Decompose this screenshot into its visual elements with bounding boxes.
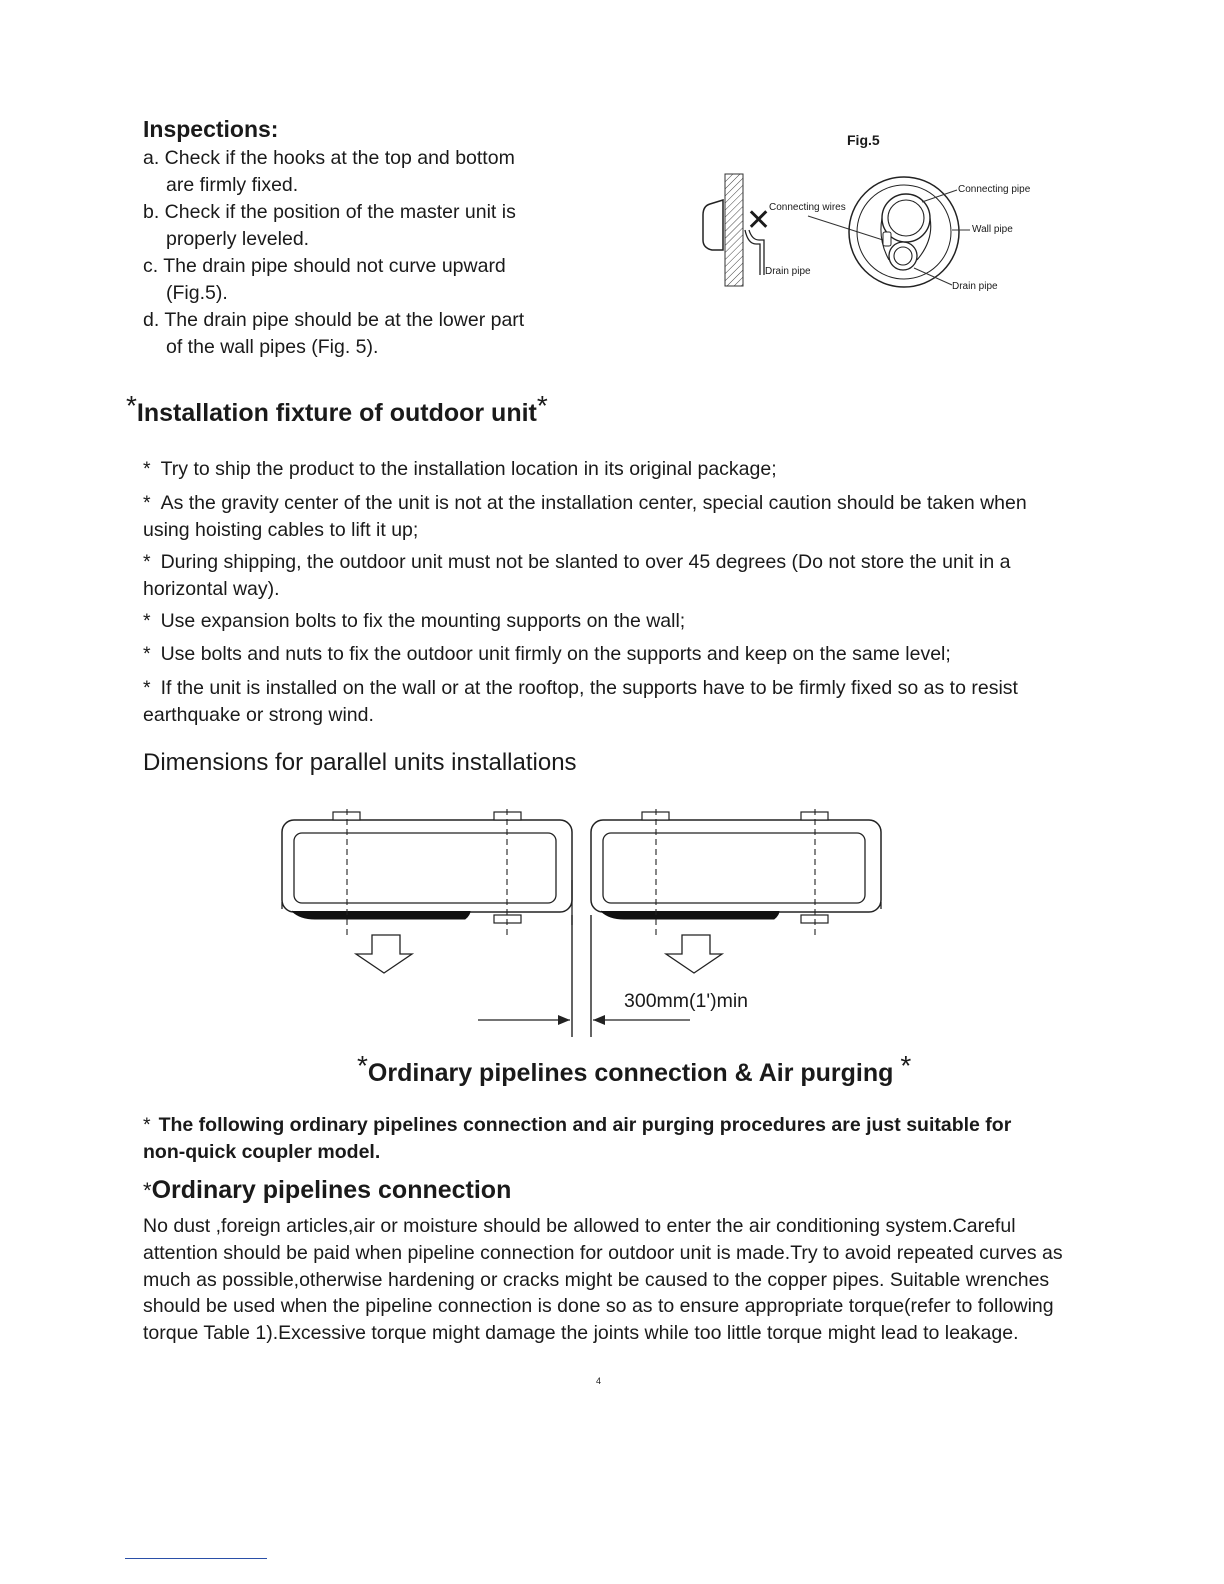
outdoor-bullet bbox=[143, 490, 1063, 543]
inspection-item-d bbox=[143, 307, 524, 361]
note-text: The following ordinary pipelines connection and air purging procedures are just suitable for non-quick coupler model. bbox=[143, 1114, 1012, 1163]
leader-connecting-wires bbox=[808, 216, 883, 240]
figure-5-title: Fig.5 bbox=[847, 132, 880, 148]
inspection-item-line: are firmly fixed. bbox=[166, 174, 299, 196]
inspection-item-b bbox=[143, 199, 516, 253]
pipelines-connection-paragraph: No dust ,foreign articles,air or moisture should be allowed to enter the air conditioning system.Careful attention should be paid when pipeline connection for outdoor unit is made.Try to avoid repeated curves as much as possible,otherwise hardening or cracks might be caused to the copper pipes. Suitable wrenches should be used when the pipeline connection is done so as to ensure appropriate torque(refer to following torque Table 1).Excessive torque might damage the joints while too little torque might lead to leakage. bbox=[143, 1215, 1063, 1345]
inspection-item-line: (Fig.5). bbox=[166, 282, 228, 304]
clearance-label: 300mm(1')min bbox=[624, 990, 748, 1012]
connecting-pipe-inner bbox=[888, 200, 924, 236]
bullet-text: Use expansion bolts to fix the mounting supports on the wall; bbox=[160, 610, 686, 632]
outdoor-unit-right bbox=[591, 809, 881, 973]
drain-pipe-outer bbox=[889, 242, 917, 270]
bullet-star: * bbox=[143, 677, 151, 699]
drain-pipe-inner bbox=[894, 247, 912, 265]
inspection-item-line: b. Check if the position of the master unit is bbox=[143, 201, 516, 223]
inspection-item-line: properly leveled. bbox=[166, 228, 310, 250]
inspections-heading: Inspections: bbox=[143, 116, 279, 142]
inspection-item-line: c. The drain pipe should not curve upward bbox=[143, 255, 506, 277]
bullet-star: * bbox=[143, 610, 151, 632]
bullet-star: * bbox=[143, 551, 151, 573]
inspection-item-line: d. The drain pipe should be at the lower part bbox=[143, 309, 525, 331]
bullet-text: During shipping, the outdoor unit must not be slanted to over 45 degrees (Do not store the unit in a horizontal way). bbox=[143, 551, 1011, 600]
title-star: * bbox=[126, 390, 137, 421]
pipelines-section-title bbox=[357, 1050, 912, 1088]
note-star: * bbox=[143, 1114, 151, 1136]
indoor-unit-outline bbox=[703, 200, 723, 250]
label-drain-pipe-right: Drain pipe bbox=[952, 281, 998, 292]
outdoor-bullet bbox=[143, 456, 1063, 483]
outdoor-bullet bbox=[143, 641, 1063, 668]
parallel-units-heading: Dimensions for parallel units installations bbox=[143, 749, 577, 776]
label-connecting-pipe: Connecting pipe bbox=[958, 184, 1031, 195]
bullet-star: * bbox=[143, 458, 151, 480]
cross-mark-icon: ✕ bbox=[746, 204, 772, 237]
inspection-item-line: of the wall pipes (Fig. 5). bbox=[166, 336, 379, 358]
outdoor-bullet bbox=[143, 608, 1063, 635]
outdoor-title-text: Installation fixture of outdoor unit bbox=[136, 399, 537, 427]
title-star: * bbox=[357, 1050, 368, 1081]
bullet-text: Try to ship the product to the installation location in its original package; bbox=[160, 458, 777, 480]
bullet-text: If the unit is installed on the wall or at the rooftop, the supports have to be firmly fixed so as to resist earthquake or strong wind. bbox=[143, 677, 1018, 726]
inspection-item-c bbox=[143, 253, 506, 307]
bullet-text: As the gravity center of the unit is not at the installation center, special caution should be taken when using hoisting cables to lift it up; bbox=[143, 492, 1027, 541]
wall-hatch bbox=[725, 174, 743, 286]
pipelines-title-text: Ordinary pipelines connection & Air purging bbox=[367, 1059, 894, 1087]
page-number: 4 bbox=[596, 1376, 602, 1386]
label-connecting-wires: Connecting wires bbox=[769, 202, 846, 213]
clearance-dimension bbox=[478, 915, 690, 1037]
outdoor-unit-left bbox=[282, 809, 572, 973]
title-star: * bbox=[900, 1050, 912, 1081]
bullet-star: * bbox=[143, 492, 151, 514]
label-drain-pipe-left: Drain pipe bbox=[765, 266, 811, 277]
non-quick-coupler-note bbox=[143, 1112, 1043, 1165]
outdoor-section-title bbox=[126, 390, 548, 428]
bullet-star: * bbox=[143, 643, 151, 665]
pipelines-connection-heading bbox=[143, 1176, 511, 1205]
inspection-item-a bbox=[143, 145, 515, 199]
outdoor-bullet bbox=[143, 549, 1063, 602]
title-star: * bbox=[536, 390, 548, 421]
leader-connecting-pipe bbox=[922, 190, 957, 202]
inspection-item-line: a. Check if the hooks at the top and bottom bbox=[143, 147, 515, 169]
subheading-text: Ordinary pipelines connection bbox=[151, 1176, 512, 1204]
parallel-units-drawing bbox=[270, 805, 900, 1050]
wires-bundle bbox=[883, 232, 891, 246]
bullet-text: Use bolts and nuts to fix the outdoor unit firmly on the supports and keep on the same level; bbox=[160, 643, 951, 665]
footer-rule bbox=[125, 1558, 267, 1559]
label-wall-pipe: Wall pipe bbox=[972, 224, 1013, 235]
outdoor-bullet bbox=[143, 675, 1063, 728]
subheading-star: * bbox=[143, 1178, 152, 1203]
